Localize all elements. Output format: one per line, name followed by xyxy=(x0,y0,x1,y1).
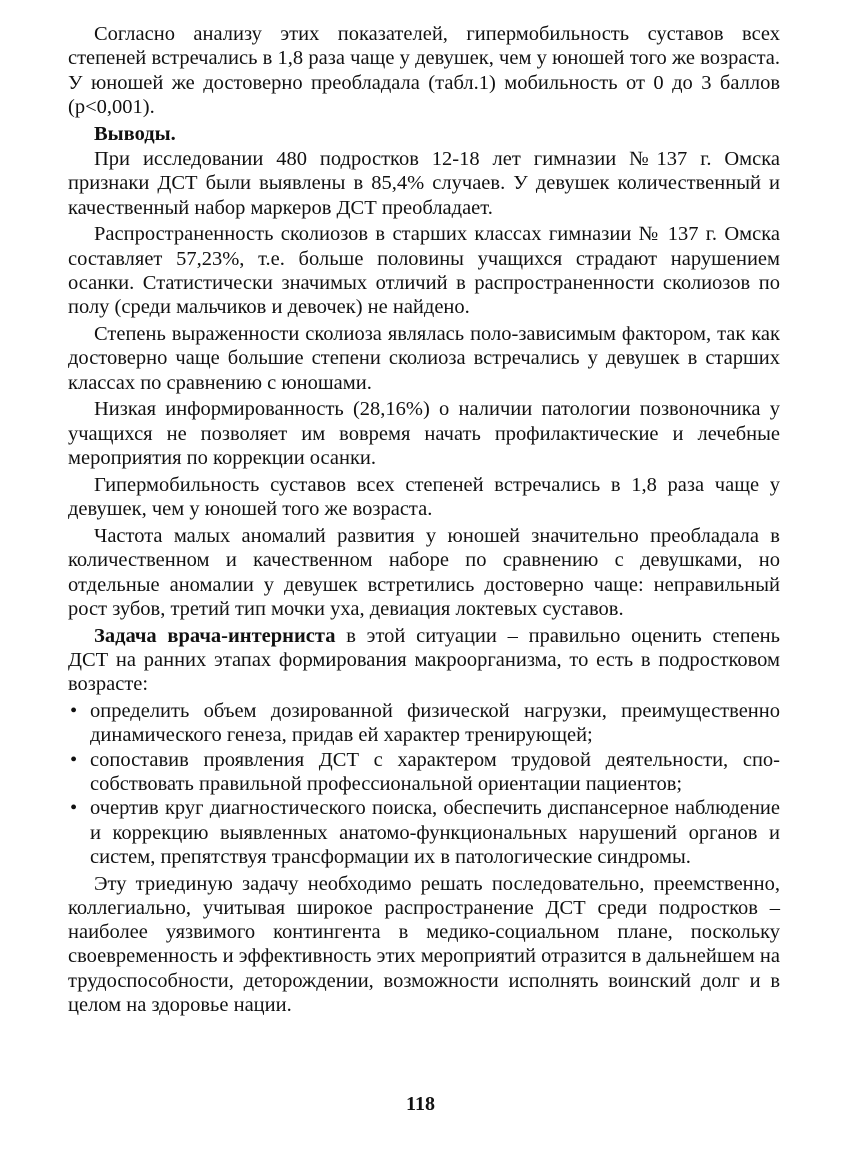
bullet-dot-icon: • xyxy=(70,700,78,723)
task-bullet-list xyxy=(68,699,780,869)
bullet-item-text: определить объем дозированной физической нагрузки, преимущественно динамического генеза, придав ей характер тренирующей; xyxy=(90,700,780,747)
paragraph-hypermobility-analysis: Согласно анализу этих показателей, гипермобильность суставов всех степеней встречались в 1,8 раза чаще у девушек, чем у юношей того же возраста. У юношей же достоверно преобладала (табл.1) мобильность от 0 до 3 баллов (р<0,001). xyxy=(68,23,780,118)
paragraph-minor-anomalies: Частота малых аномалий развития у юношей значительно преобладала в количественном и качественном наборе по сравнению с девушками, но отдельные аномалии у девушек встретились достоверно чаще: неправильный рост зубов, третий тип мочки уха, девиация локтевых суставов. xyxy=(68,524,780,620)
page-number: 118 xyxy=(406,1093,435,1115)
paragraph-scoliosis-prevalence: Распространенность сколиозов в старших классах гимназии № 137 г. Омска составляет 57,23%, т.е. больше половины учащихся страдают нарушением осанки. Статистически значимых отличий в распространенности сколиозов по полу (среди мальчиков и девочек) не найдено. xyxy=(68,223,780,319)
section-heading-conclusions: Выводы. xyxy=(94,122,176,145)
paragraph-low-awareness: Низкая информированность (28,16%) о наличии патологии позвоночника у учащихся не позволяет им вовремя начать профилактические и лечебные мероприятия по коррекции осанки. xyxy=(68,398,780,470)
bullet-item-physical-load xyxy=(68,699,780,748)
bullet-dot-icon: • xyxy=(70,748,78,771)
internist-task-text: в этой ситуации – правильно оценить степень ДСТ на ранних этапах формирования макроорганизма, то есть в подростковом возрасте: xyxy=(68,624,780,696)
page-body xyxy=(68,22,780,1020)
paragraph-joint-hypermobility: Гипермобильность суставов всех степеней встречались в 1,8 раза чаще у девушек, чем у юношей того же возраста. xyxy=(68,473,780,521)
paragraph-internist-task xyxy=(68,624,780,697)
bullet-item-text: сопоставив проявления ДСТ с характером трудовой деятельности, способствовать правильной профессиональной ориентации пациентов; xyxy=(90,748,780,795)
paragraph-study-results: При исследовании 480 подростков 12-18 лет гимназии №137 г. Омска признаки ДСТ были выявлены в 85,4% случаев. У девушек количественный и качественный набор маркеров ДСТ преобладает. xyxy=(68,147,780,219)
bullet-item-dispensary-observation xyxy=(68,796,780,869)
bullet-dot-icon: • xyxy=(70,797,78,820)
bullet-item-text: очертив круг диагностического поиска, обеспечить диспансерное наблюдение и коррекцию выявленных анатомо-функциональных нарушений органов и систем, препятствуя трансформации их в патологические синдромы. xyxy=(90,797,780,868)
paragraph-triune-task: Эту триединую задачу необходимо решать последовательно, преемственно, коллегиально, учитывая широкое распространение ДСТ среди подростков – наиболее уязвимого контингента в медико-социальном плане, поскольку своевременность и эффективность этих мероприятий отразится в дальнейшем на трудоспособности, деторождении, возможности исполнять воинский долг и в целом на здоровье нации. xyxy=(68,872,780,1017)
bullet-item-career-orientation xyxy=(68,748,780,797)
internist-task-bold-phrase: Задача врача-интерниста xyxy=(94,624,336,647)
paragraph-scoliosis-severity: Степень выраженности сколиоза являлась поло-зависимым фактором, так как достоверно чаще большие степени сколиоза встречались у девушек в старших классах по сравнению с юношами. xyxy=(68,323,780,394)
